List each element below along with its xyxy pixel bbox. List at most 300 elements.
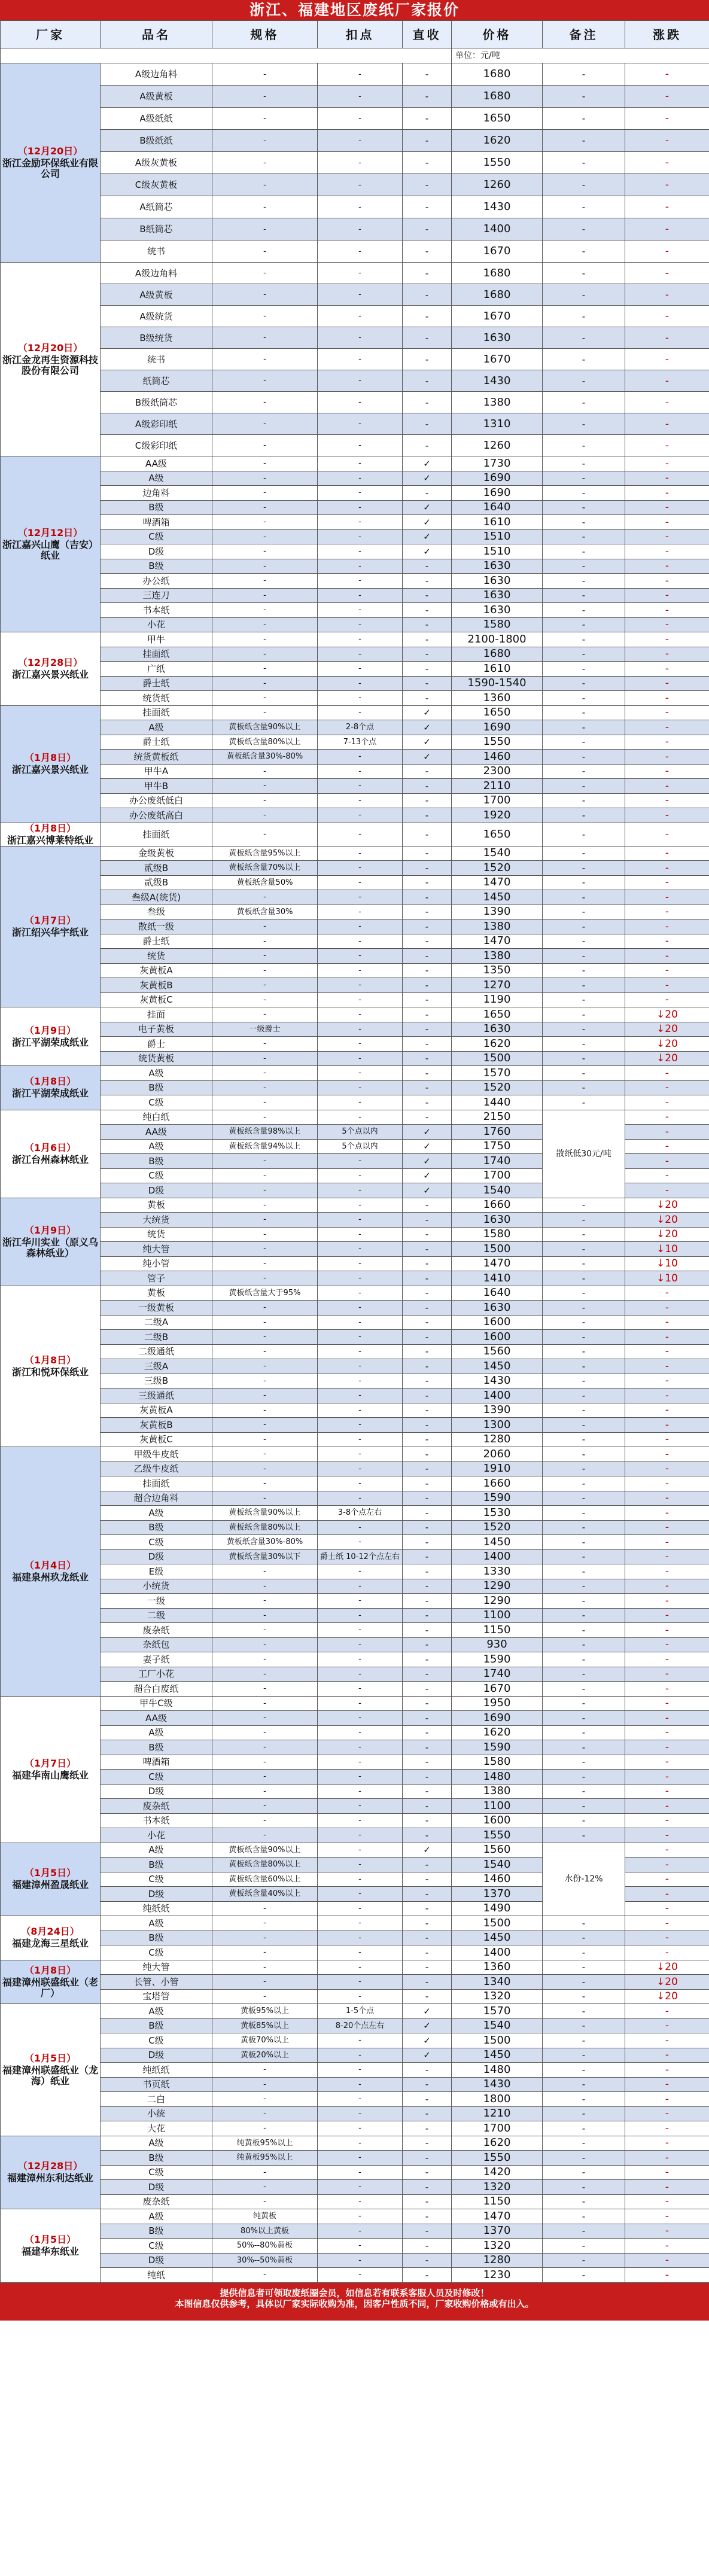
table-row [1,963,709,978]
spec: - [212,1315,318,1330]
remark: - [543,949,625,964]
price: 1450 [452,2048,543,2063]
direct-purchase: - [403,1579,452,1594]
change: - [625,263,709,284]
direct-purchase: - [403,662,452,677]
change: - [625,1535,709,1550]
change: - [625,130,709,152]
deduction: - [318,1389,403,1403]
table-row [1,413,709,435]
product-name: C级 [101,2239,212,2254]
change: - [625,2121,709,2136]
change: - [625,413,709,435]
deduction: 7-13个点 [318,735,403,750]
direct-purchase: - [403,691,452,706]
deduction: - [318,1594,403,1609]
remark: - [543,218,625,240]
direct-purchase: - [403,2165,452,2180]
spec: - [212,130,318,152]
change: - [625,861,709,876]
change: - [625,1901,709,1916]
spec: - [212,1403,318,1418]
spec: - [212,1931,318,1945]
direct-purchase: ✓ [403,1125,452,1140]
direct-purchase: - [403,992,452,1007]
remark: - [543,1564,625,1579]
direct-purchase: - [403,1931,452,1945]
spec: 黄板纸含量40%以上 [212,1887,318,1902]
table-row [1,1037,709,1052]
remark: - [543,890,625,905]
table-row [1,456,709,471]
deduction: - [318,515,403,530]
remark: - [543,823,625,846]
product-name: 灰黄板B [101,1418,212,1433]
direct-purchase: - [403,2224,452,2239]
change: ↓20 [625,1975,709,1990]
direct-purchase: - [403,1682,452,1697]
change: - [625,2209,709,2224]
direct-purchase: - [403,1887,452,1902]
table-row [1,779,709,794]
deduction: - [318,327,403,349]
remark: - [543,1271,625,1286]
direct-purchase: - [403,1872,452,1887]
deduction: - [318,1432,403,1447]
table-row [1,1080,709,1095]
change: - [625,2194,709,2209]
remark: - [543,1301,625,1316]
change: - [625,2077,709,2092]
price: 1740 [452,1667,543,1682]
remark: - [543,1330,625,1345]
product-name: 贰级B [101,861,212,876]
table-row [1,1315,709,1330]
remark: - [543,2151,625,2166]
table-row [1,647,709,662]
deduction: - [318,691,403,706]
spec: - [212,1110,318,1125]
deduction: - [318,370,403,392]
factory-date: （1月8日） [24,1964,77,1976]
deduction: - [318,1418,403,1433]
direct-purchase: ✓ [403,720,452,735]
remark: - [543,1755,625,1770]
product-name: 叁级A(统货) [101,890,212,905]
deduction: - [318,1784,403,1799]
remark: - [543,875,625,890]
remark: - [543,2136,625,2151]
remark: - [543,647,625,662]
product-name: 小统货 [101,1579,212,1594]
spec: - [212,1901,318,1916]
factory-cell [1,2004,101,2136]
deduction: - [318,130,403,152]
change: - [625,1623,709,1638]
direct-purchase: - [403,1447,452,1462]
price: 1630 [452,574,543,589]
change: - [625,750,709,765]
change: - [625,1447,709,1462]
table-row [1,1007,709,1022]
remark: - [543,1931,625,1945]
spec: 黄板纸含量95%以上 [212,846,318,861]
table-row [1,1418,709,1433]
remark: - [543,413,625,435]
product-name: D级 [101,2048,212,2063]
price: 1430 [452,370,543,392]
change: - [625,1286,709,1301]
deduction: - [318,1447,403,1462]
table-row [1,1799,709,1814]
price: 1600 [452,1813,543,1828]
deduction: - [318,1066,403,1081]
spec: 30%--50%黄板 [212,2253,318,2268]
table-row [1,978,709,993]
remark: - [543,1213,625,1228]
factory-name: 福建龙海三星纸业 [11,1938,89,1950]
remark: - [543,130,625,152]
deduction: - [318,1740,403,1755]
table-row [1,1608,709,1623]
product-name: 超合白废纸 [101,1682,212,1697]
change: - [625,1755,709,1770]
spec: - [212,1476,318,1491]
table-row [1,1051,709,1066]
deduction: - [318,779,403,794]
table-row [1,1389,709,1403]
direct-purchase: - [403,1432,452,1447]
change: - [625,1858,709,1872]
header-cell: 厂家 [1,21,101,48]
change: - [625,435,709,456]
remark: - [543,263,625,284]
factory-date: （1月7日） [24,914,77,926]
table-row [1,2136,709,2151]
factory-date: （8月24日） [21,1926,80,1938]
table-row [1,1711,709,1726]
factory-cell [1,1066,101,1110]
remark: - [543,2121,625,2136]
table-row [1,86,709,108]
change: - [625,174,709,196]
direct-purchase: - [403,130,452,152]
deduction: - [318,1843,403,1858]
table-row [1,1652,709,1667]
price: 1320 [452,1989,543,2004]
spec: - [212,240,318,263]
table-row [1,1784,709,1799]
price: 2060 [452,1447,543,1462]
spec: - [212,1359,318,1374]
remark: - [543,86,625,108]
direct-purchase: ✓ [403,2033,452,2048]
spec: - [212,1813,318,1828]
product-name: 散纸一级 [101,919,212,934]
remark: - [543,486,625,501]
spec: - [212,544,318,559]
spec: 纯黄板 [212,2209,318,2224]
price: 1310 [452,413,543,435]
price: 1440 [452,1095,543,1110]
change: - [625,823,709,846]
table-row [1,603,709,618]
price: 1630 [452,1301,543,1316]
table-row [1,349,709,370]
price: 1680 [452,86,543,108]
factory-cell [1,1960,101,2004]
deduction: - [318,890,403,905]
product-name: C级 [101,2165,212,2180]
price: 1460 [452,1872,543,1887]
product-name: 边角料 [101,486,212,501]
product-name: C级 [101,1095,212,1110]
change: - [625,735,709,750]
product-name: 办公纸 [101,574,212,589]
deduction: - [318,2165,403,2180]
change: - [625,1770,709,1785]
table-row [1,1110,709,1125]
factory-date: （12月28日） [17,656,83,668]
factory-name: 浙江嘉兴山鹰（吉安）纸业 [2,538,99,561]
remark: - [543,284,625,306]
deduction: - [318,823,403,846]
change: - [625,1183,709,1198]
remark: - [543,861,625,876]
factory-cell [1,2136,101,2209]
change: - [625,2253,709,2268]
header-cell: 价格 [452,21,543,48]
spec: - [212,306,318,327]
direct-purchase: - [403,1286,452,1301]
deduction: - [318,992,403,1007]
spec: - [212,1916,318,1931]
direct-purchase: - [403,1564,452,1579]
change: - [625,529,709,544]
price: 1550 [452,1828,543,1843]
table-row [1,515,709,530]
price: 1800 [452,2092,543,2107]
deduction: - [318,2151,403,2166]
spec: 黄板纸含量90%以上 [212,720,318,735]
change: - [625,1682,709,1697]
product-name: 书本纸 [101,603,212,618]
remark: - [543,1989,625,2004]
price: 1360 [452,1960,543,1975]
deduction: - [318,435,403,456]
price: 1210 [452,2106,543,2121]
table-row [1,1447,709,1462]
deduction: - [318,1755,403,1770]
remark: - [543,1432,625,1447]
price: 1700 [452,793,543,808]
spec: 黄板纸含量80%以上 [212,1520,318,1535]
remark: - [543,588,625,603]
product-name: 小花 [101,617,212,632]
remark: - [543,2268,625,2283]
remark: - [543,750,625,765]
factory-cell [1,632,101,706]
price: 1370 [452,2224,543,2239]
product-name: A级边角料 [101,63,212,86]
change: - [625,306,709,327]
table-row [1,2224,709,2239]
table-row [1,1989,709,2004]
change: - [625,2136,709,2151]
remark: - [543,1520,625,1535]
change: - [625,2106,709,2121]
price: 1500 [452,1051,543,1066]
deduction: - [318,1725,403,1740]
deduction: - [318,1491,403,1506]
factory-cell [1,1110,101,1198]
product-name: AA级 [101,456,212,471]
factory-cell [1,2209,101,2283]
remark: - [543,1359,625,1374]
price: 1400 [452,1945,543,1960]
price: 1690 [452,471,543,486]
change: - [625,2239,709,2254]
remark: - [543,1066,625,1081]
table-row [1,218,709,240]
product-name: D级 [101,1549,212,1564]
product-name: 书页纸 [101,2077,212,2092]
table-row [1,992,709,1007]
price: 1470 [452,2209,543,2224]
table-row [1,2194,709,2209]
product-name: 灰黄板C [101,992,212,1007]
deduction: - [318,1330,403,1345]
remark: - [543,1696,625,1711]
direct-purchase: - [403,617,452,632]
product-name: C级 [101,1535,212,1550]
product-name: B级 [101,559,212,574]
change: - [625,1095,709,1110]
remark: - [543,705,625,720]
deduction: 2-8个点 [318,720,403,735]
table-row [1,905,709,919]
price: 1690 [452,486,543,501]
remark: - [543,515,625,530]
remark: - [543,2077,625,2092]
remark: - [543,1461,625,1476]
price: 1700 [452,2121,543,2136]
header-cell: 备注 [543,21,625,48]
change: - [625,1315,709,1330]
direct-purchase: - [403,1271,452,1286]
change: - [625,1696,709,1711]
product-name: 纯纸纸 [101,1901,212,1916]
price: 1550 [452,2151,543,2166]
change: - [625,1301,709,1316]
deduction: - [318,1374,403,1389]
product-name: A级 [101,2136,212,2151]
direct-purchase: - [403,934,452,949]
spec: - [212,1564,318,1579]
change: - [625,544,709,559]
spec: - [212,647,318,662]
spec: 纯黄板95%以上 [212,2136,318,2151]
factory-name: 浙江平湖荣成纸业 [11,1088,89,1100]
product-name: A纸筒芯 [101,196,212,218]
deduction: - [318,2033,403,2048]
change: - [625,890,709,905]
spec: - [212,808,318,823]
direct-purchase: - [403,1461,452,1476]
price: 2300 [452,764,543,779]
direct-purchase: - [403,2194,452,2209]
direct-purchase: - [403,240,452,263]
change: - [625,905,709,919]
remark: - [543,1549,625,1564]
direct-purchase: - [403,1256,452,1271]
table-row [1,861,709,876]
direct-purchase: ✓ [403,529,452,544]
change: - [625,500,709,515]
direct-purchase: - [403,905,452,919]
table-row [1,284,709,306]
price: 1290 [452,1579,543,1594]
deduction: - [318,574,403,589]
direct-purchase: - [403,1755,452,1770]
deduction: - [318,1667,403,1682]
spec: - [212,1256,318,1271]
spec: - [212,2165,318,2180]
spec: - [212,1608,318,1623]
direct-purchase: - [403,1359,452,1374]
change: - [625,218,709,240]
deduction: - [318,1608,403,1623]
product-name: 甲级牛皮纸 [101,1447,212,1462]
spec: - [212,1725,318,1740]
deduction: - [318,413,403,435]
price: 1620 [452,1725,543,1740]
remark: - [543,720,625,735]
direct-purchase: - [403,1242,452,1257]
deduction: - [318,2077,403,2092]
factory-cell [1,1447,101,1697]
deduction: - [318,1960,403,1975]
direct-purchase: - [403,349,452,370]
price: 1570 [452,1066,543,1081]
spec: - [212,1491,318,1506]
spec: - [212,764,318,779]
table-row [1,1344,709,1359]
product-name: 纯小管 [101,1256,212,1271]
spec: 黄板纸含量30%-80% [212,1535,318,1550]
remark: - [543,471,625,486]
price: 1620 [452,130,543,152]
product-name: 大花 [101,2121,212,2136]
table-row [1,327,709,349]
table-row [1,2092,709,2107]
direct-purchase: - [403,1901,452,1916]
change: - [625,1549,709,1564]
direct-purchase: - [403,1080,452,1095]
table-row [1,2063,709,2078]
direct-purchase: - [403,793,452,808]
table-row [1,1227,709,1242]
price: 1550 [452,735,543,750]
table-row [1,1755,709,1770]
spec: - [212,676,318,691]
product-name: 宝塔管 [101,1989,212,2004]
change: - [625,1725,709,1740]
remark: - [543,1007,625,1022]
price: 1730 [452,456,543,471]
table-row [1,617,709,632]
deduction: - [318,2253,403,2268]
